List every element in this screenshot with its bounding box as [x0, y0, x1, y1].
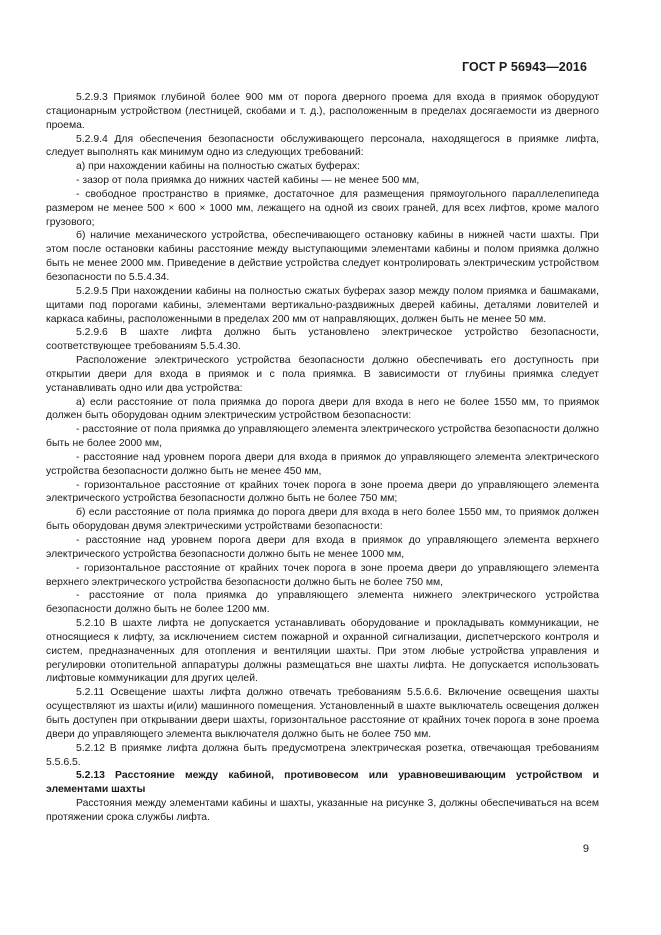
paragraph: Расстояния между элементами кабины и шахты, указанные на рисунке 3, должны обеспечиваться на всем протяжении срока службы лифта.: [46, 798, 599, 823]
paragraph-5-2-9-5: 5.2.9.5 При нахождении кабины на полностью сжатых буферах зазор между полом приямка и башмаками, щитами под порогами кабины, элементами вертикально-раздвижных дверей кабины, деталями ловителей и каркаса кабины, расположенными в пределах 200 мм от направляющих, должен быть не менее 50 мм.: [46, 285, 599, 325]
paragraph-5-2-9-3: 5.2.9.3 Приямок глубиной более 900 мм от порога дверного проема для входа в приямок оборудуют стационарным устройством (лестницей, скобами и т. д.), расположенным в пределах досягаемости из дверного проема.: [46, 92, 599, 131]
list-item: б) если расстояние от пола приямка до порога двери для входа в него более 1550 мм, то приямок должен быть оборудован двумя электрическими устройствами безопасности:: [46, 507, 599, 533]
list-item: а) при нахождении кабины на полностью сжатых буферах:: [76, 161, 361, 173]
paragraph-5-2-9-6: 5.2.9.6 В шахте лифта должно быть установлено электрическое устройство безопасности, соответствующее требованиям 5.5.4.30.: [46, 327, 599, 353]
paragraph-5-2-11: 5.2.11 Освещение шахты лифта должно отвечать требованиям 5.5.6.6. Включение освещения шахты осуществляют из шахты и(или) машинного помещения. Установленный в шахте выключатель освещения должен быть доступен при открывании двери шахты, горизонтальное расстояние от крайних точек порога в зоне проема двери до управляющего элемента выключателя должно быть не более 750 мм.: [46, 687, 599, 740]
list-item: - расстояние над уровнем порога двери для входа в приямок до управляющего элемента электрического устройства безопасности должно быть не менее 450 мм,: [46, 451, 599, 477]
paragraph-5-2-12: 5.2.12 В приямке лифта должна быть предусмотрена электрическая розетка, отвечающая требованиям 5.5.6.5.: [46, 742, 599, 768]
paragraph: Расположение электрического устройства безопасности должно обеспечивать его доступность при открытии двери для входа в приямок и с пола приямка. В зависимости от глубины приямка следует устанавливать одно или два устройства:: [46, 355, 599, 394]
list-item: - расстояние от пола приямка до управляющего элемента электрического устройства безопасности должно быть не более 2000 мм,: [46, 424, 599, 450]
paragraph-5-2-9-4: 5.2.9.4 Для обеспечения безопасности обслуживающего персонала, находящегося в приямке лифта, следует выполнять как минимум одно из следующих требований:: [46, 133, 599, 159]
document-body: [46, 91, 599, 825]
list-item: - горизонтальное расстояние от крайних точек порога в зоне проема двери до управляющего элемента верхнего электрического устройства безопасности должно быть не более 750 мм,: [46, 562, 599, 588]
list-item: - горизонтальное расстояние от крайних точек порога в зоне проема двери до управляющего элемента электрического устройства безопасности должно быть не более 750 мм;: [46, 479, 599, 505]
list-item: - расстояние от пола приямка до управляющего элемента нижнего электрического устройства безопасности должно быть не более 1200 мм.: [46, 590, 599, 616]
list-item: - свободное пространство в приямке, достаточное для размещения прямоугольного параллелепипеда размером не менее 500 × 600 × 1000 мм, лежащего на одной из своих граней, для всех лифтов, кроме малого грузового;: [46, 188, 599, 228]
list-item: б) наличие механического устройства, обеспечивающего остановку кабины в нижней части шахты. При этом после остановки кабины расстояние между выступающими элементами кабины и полом приямка должно быть не менее 2000 мм. Приведение в действие устройства следует контролировать электрическим устройством безопасности по 5.5.4.34.: [46, 230, 599, 283]
standard-designation: ГОСТ Р 56943—2016: [461, 60, 587, 74]
list-item: - расстояние над уровнем порога двери для входа в приямок до управляющего элемента верхнего электрического устройства безопасности должно быть не менее 1000 мм,: [46, 535, 599, 560]
paragraph-5-2-10: 5.2.10 В шахте лифта не допускается устанавливать оборудование и прокладывать коммуникации, не относящиеся к лифту, за исключением систем пожарной и охранной сигнализации, диспетчерского контроля и систем, предназначенных для отопления и вентиляции шахты. При этом любые устройства управления и регулировки отопительной аппаратуры должны размещаться вне шахты лифта. Не допускается использовать лифтовые коммуникации для других целей.: [46, 618, 599, 685]
page-number: 9: [582, 843, 589, 855]
section-heading-5-2-13: 5.2.13 Расстояние между кабиной, противовесом или уравновешивающим устройством и элементами шахты: [46, 770, 599, 796]
list-item: - зазор от пола приямка до нижних частей кабины — не менее 500 мм,: [76, 175, 420, 187]
list-item: а) если расстояние от пола приямка до порога двери для входа в него не более 1550 мм, то приямок должен быть оборудован одним электрическим устройством безопасности:: [46, 396, 599, 422]
